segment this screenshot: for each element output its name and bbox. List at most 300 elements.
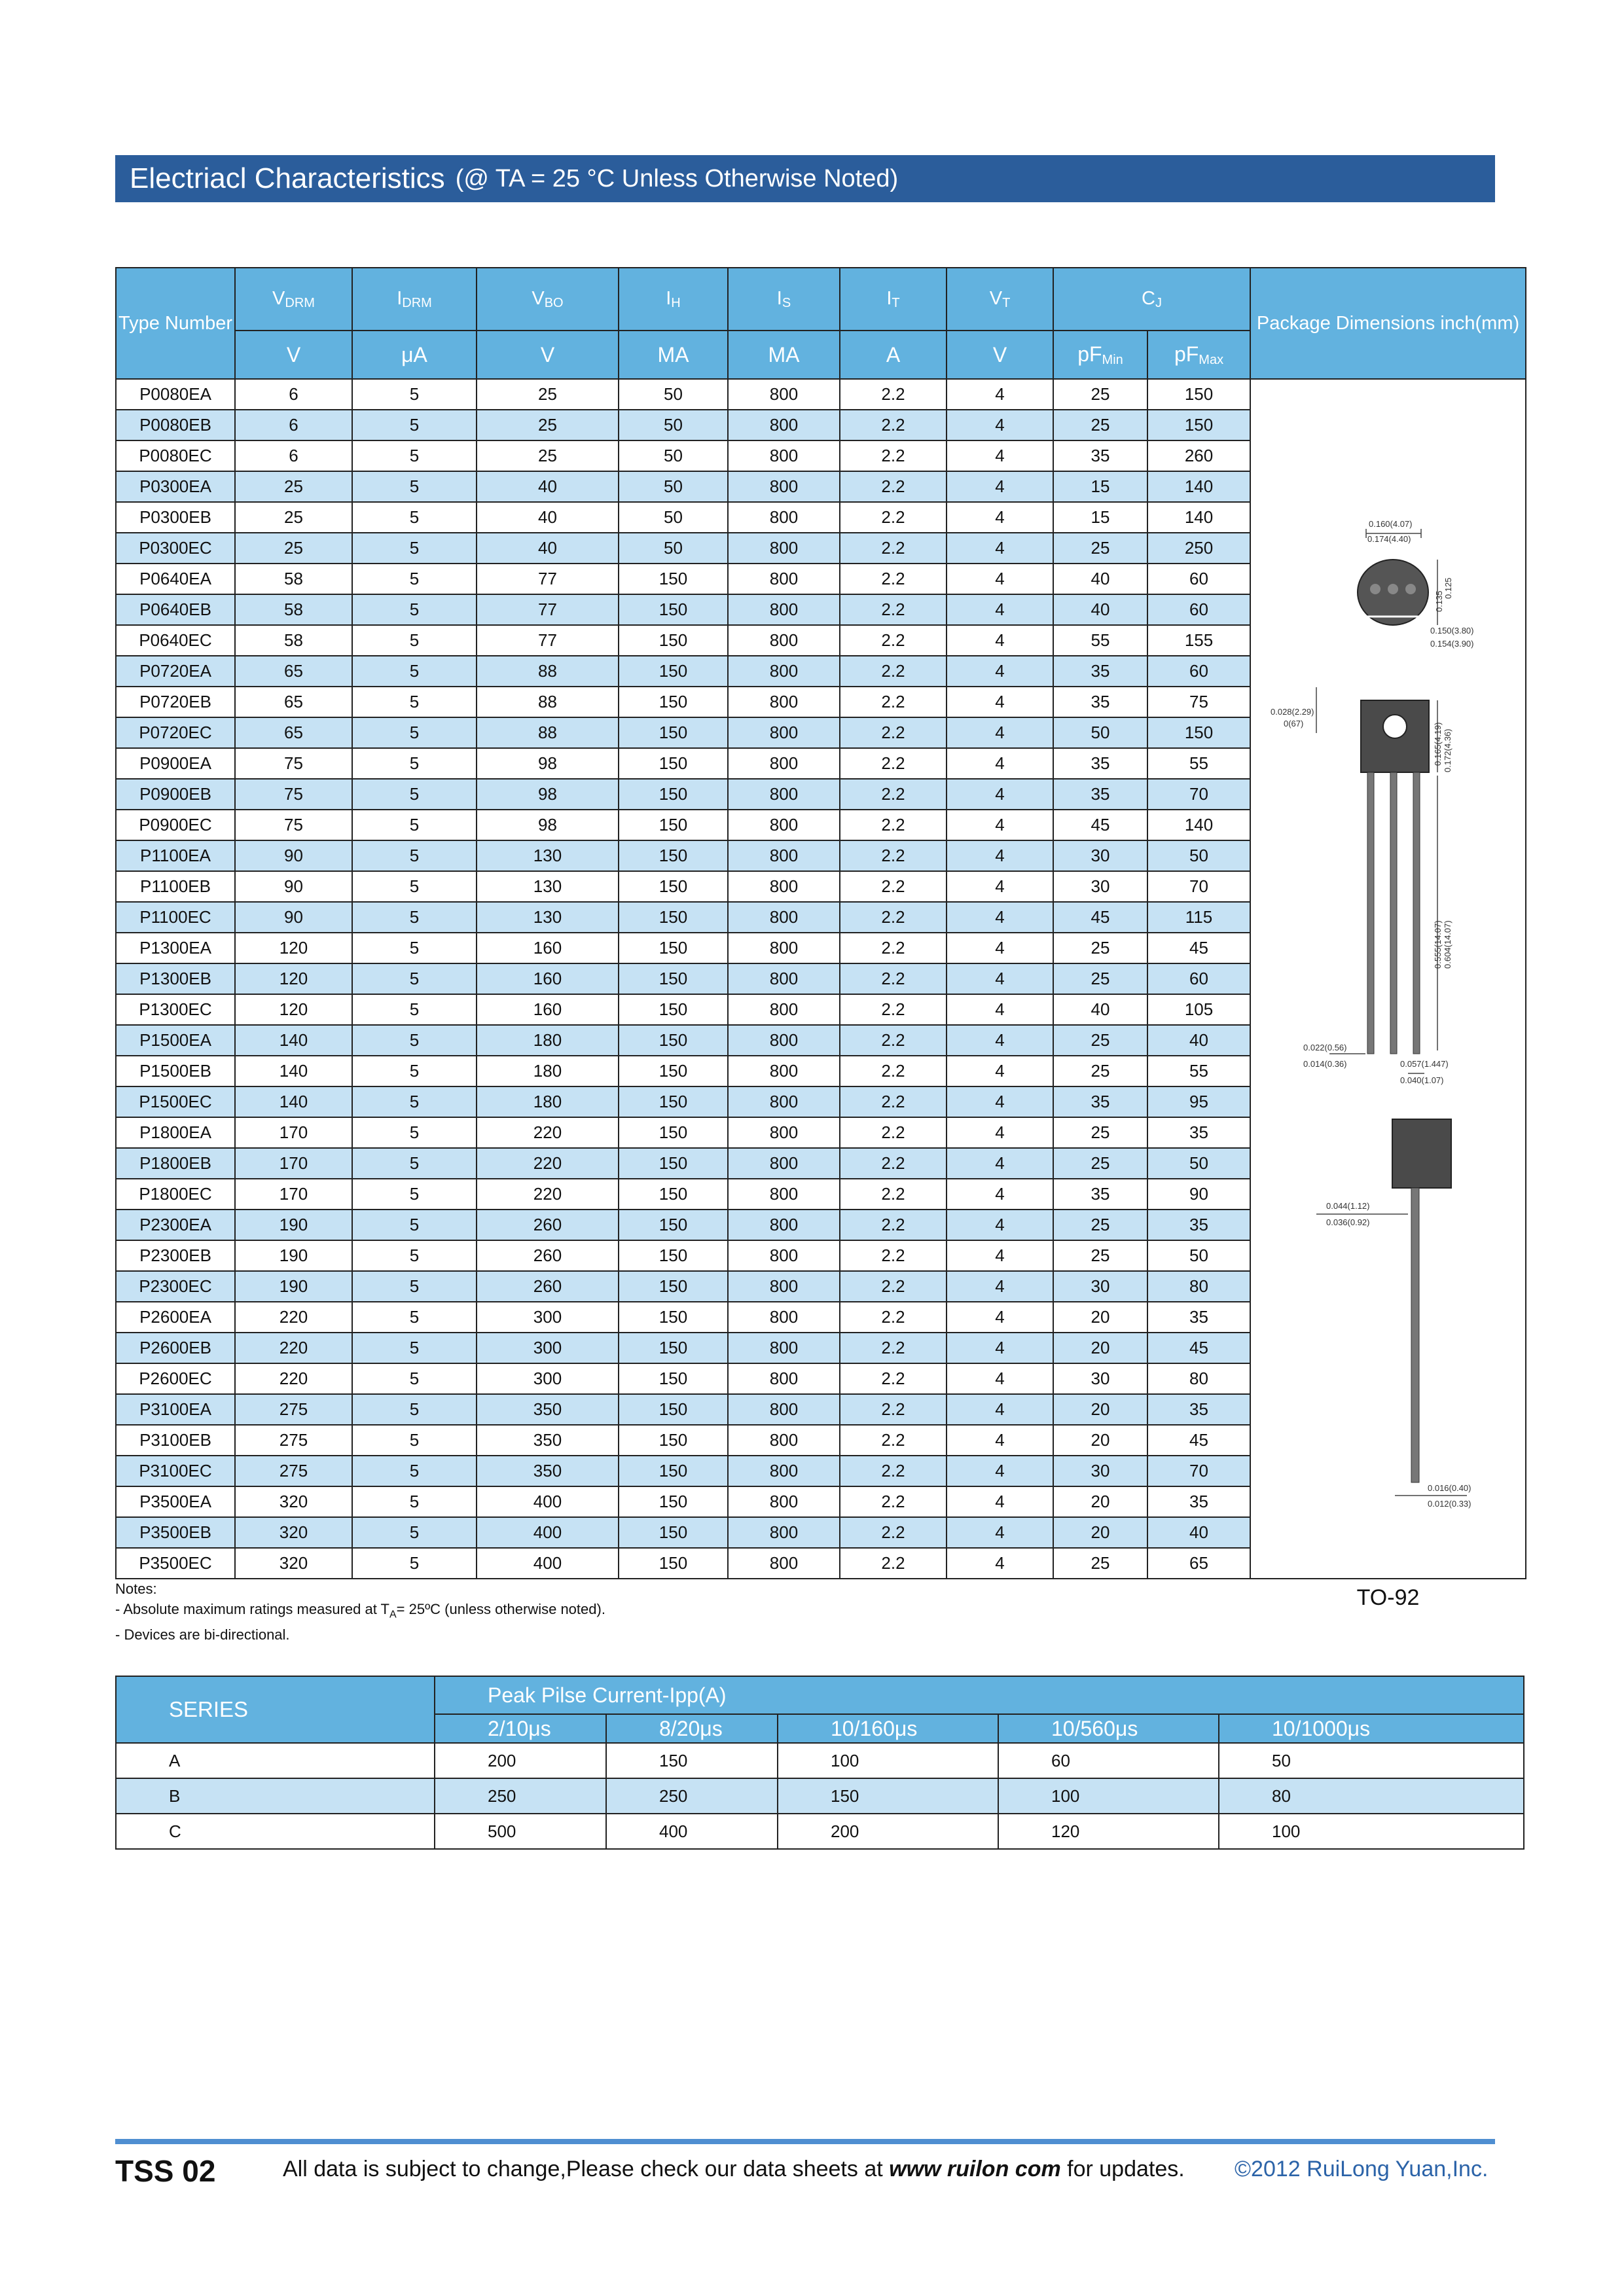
value-cell: 58 [235,594,352,625]
dim-label: 0.555(14.07) [1433,920,1443,969]
value-cell: 220 [235,1363,352,1394]
value-cell: 5 [352,717,477,748]
value-cell: 2.2 [840,933,947,963]
value-cell: 4 [947,933,1053,963]
value-cell: 2.2 [840,1486,947,1517]
param-header: $I_T$ [840,268,947,331]
value-cell: 800 [728,748,840,779]
value-cell: 5 [352,963,477,994]
peak-pulse-header: Peak Pilse Current-Ipp(A) [435,1676,1524,1714]
unit-header: $pF_{Max}$ [1147,331,1250,379]
value-cell: 5 [352,564,477,594]
value-cell: 30 [1053,871,1147,902]
value-cell: 2.2 [840,410,947,440]
value-cell: 150 [619,625,728,656]
value-cell: 6 [235,379,352,410]
section-title: Electriacl Characteristics [130,162,445,194]
value-cell: 25 [477,440,619,471]
type-number-cell: P0900EA [116,748,235,779]
waveform-header: 8/20μs [606,1714,778,1743]
value-cell: 25 [1053,410,1147,440]
value-cell: 4 [947,1086,1053,1117]
value-cell: 88 [477,717,619,748]
value-cell: 90 [1147,1179,1250,1210]
value-cell: 275 [235,1456,352,1486]
value-cell: 350 [477,1456,619,1486]
current-cell: 80 [1219,1778,1524,1814]
value-cell: 150 [619,1486,728,1517]
dim-label: 0.154(3.90) [1430,639,1474,649]
value-cell: 150 [619,1117,728,1148]
value-cell: 150 [619,963,728,994]
value-cell: 5 [352,656,477,687]
param-header: $I_H$ [619,268,728,331]
value-cell: 2.2 [840,594,947,625]
value-cell: 2.2 [840,1271,947,1302]
value-cell: 190 [235,1210,352,1240]
value-cell: 800 [728,779,840,810]
value-cell: 800 [728,440,840,471]
current-cell: 200 [778,1814,998,1849]
type-number-cell: P0720EC [116,717,235,748]
value-cell: 800 [728,1271,840,1302]
current-cell: 100 [778,1743,998,1778]
value-cell: 58 [235,625,352,656]
value-cell: 170 [235,1179,352,1210]
value-cell: 4 [947,656,1053,687]
value-cell: 35 [1053,687,1147,717]
value-cell: 800 [728,687,840,717]
value-cell: 4 [947,840,1053,871]
value-cell: 60 [1147,963,1250,994]
value-cell: 5 [352,594,477,625]
value-cell: 2.2 [840,871,947,902]
value-cell: 150 [619,1394,728,1425]
unit-header: $pF_{Min}$ [1053,331,1147,379]
series-row [116,1814,1524,1849]
value-cell: 130 [477,871,619,902]
unit-header: V [947,331,1053,379]
value-cell: 5 [352,1333,477,1363]
value-cell: 40 [477,502,619,533]
param-header: $V_{BO}$ [477,268,619,331]
value-cell: 120 [235,963,352,994]
value-cell: 2.2 [840,1117,947,1148]
value-cell: 4 [947,440,1053,471]
value-cell: 30 [1053,840,1147,871]
value-cell: 5 [352,1302,477,1333]
value-cell: 220 [477,1148,619,1179]
value-cell: 220 [235,1333,352,1363]
value-cell: 140 [235,1086,352,1117]
series-cell: C [116,1814,435,1849]
value-cell: 50 [1053,717,1147,748]
peak-pulse-current-table [115,1676,1525,1850]
value-cell: 150 [619,1025,728,1056]
type-number-cell: P1300EA [116,933,235,963]
value-cell: 5 [352,779,477,810]
type-number-cell: P3100EA [116,1394,235,1425]
type-number-cell: P0300EA [116,471,235,502]
value-cell: 150 [619,1271,728,1302]
value-cell: 320 [235,1517,352,1548]
footer-rule [115,2139,1495,2144]
value-cell: 35 [1053,748,1147,779]
type-number-cell: P1500EA [116,1025,235,1056]
value-cell: 105 [1147,994,1250,1025]
current-cell: 50 [1219,1743,1524,1778]
value-cell: 180 [477,1025,619,1056]
type-number-cell: P0300EC [116,533,235,564]
value-cell: 150 [619,656,728,687]
value-cell: 140 [1147,471,1250,502]
value-cell: 800 [728,379,840,410]
current-cell: 150 [606,1743,778,1778]
value-cell: 2.2 [840,1240,947,1271]
type-number-cell: P1800EB [116,1148,235,1179]
value-cell: 75 [235,748,352,779]
value-cell: 220 [477,1179,619,1210]
value-cell: 800 [728,1240,840,1271]
series-header: SERIES [116,1676,435,1743]
value-cell: 6 [235,410,352,440]
value-cell: 4 [947,1425,1053,1456]
value-cell: 55 [1147,1056,1250,1086]
value-cell: 25 [1053,1240,1147,1271]
note-line: - Absolute maximum ratings measured at $T_A=$ 25ºC (unless otherwise noted). [115,1601,605,1621]
dim-label: 0.172(4.36) [1443,728,1453,772]
value-cell: 2.2 [840,1148,947,1179]
value-cell: 190 [235,1271,352,1302]
param-header: $I_{DRM}$ [352,268,477,331]
type-number-cell: P1100EC [116,902,235,933]
value-cell: 800 [728,1548,840,1579]
value-cell: 5 [352,410,477,440]
value-cell: 40 [1053,564,1147,594]
value-cell: 75 [235,779,352,810]
current-cell: 60 [998,1743,1219,1778]
value-cell: 4 [947,1025,1053,1056]
value-cell: 4 [947,748,1053,779]
value-cell: 150 [619,994,728,1025]
value-cell: 220 [235,1302,352,1333]
value-cell: 800 [728,1363,840,1394]
value-cell: 130 [477,902,619,933]
value-cell: 35 [1147,1486,1250,1517]
type-number-cell: P3100EB [116,1425,235,1456]
value-cell: 40 [1147,1517,1250,1548]
value-cell: 77 [477,564,619,594]
type-number-cell: P3500EA [116,1486,235,1517]
value-cell: 45 [1147,933,1250,963]
value-cell: 20 [1053,1486,1147,1517]
value-cell: 800 [728,594,840,625]
value-cell: 25 [1053,933,1147,963]
table-row [116,379,1526,410]
value-cell: 5 [352,1363,477,1394]
value-cell: 150 [619,933,728,963]
value-cell: 20 [1053,1517,1147,1548]
value-cell: 5 [352,902,477,933]
value-cell: 140 [1147,502,1250,533]
type-number-cell: P2600EA [116,1302,235,1333]
value-cell: 800 [728,1517,840,1548]
value-cell: 150 [1147,379,1250,410]
value-cell: 40 [1053,594,1147,625]
value-cell: 250 [1147,533,1250,564]
value-cell: 2.2 [840,502,947,533]
value-cell: 4 [947,1056,1053,1086]
value-cell: 2.2 [840,440,947,471]
value-cell: 45 [1147,1425,1250,1456]
value-cell: 2.2 [840,379,947,410]
value-cell: 150 [619,1363,728,1394]
value-cell: 150 [619,1548,728,1579]
value-cell: 5 [352,871,477,902]
current-cell: 500 [435,1814,606,1849]
current-cell: 150 [778,1778,998,1814]
value-cell: 2.2 [840,564,947,594]
value-cell: 150 [619,748,728,779]
value-cell: 2.2 [840,471,947,502]
value-cell: 90 [235,871,352,902]
series-cell: A [116,1743,435,1778]
type-number-cell: P1300EC [116,994,235,1025]
value-cell: 800 [728,1210,840,1240]
value-cell: 40 [477,471,619,502]
value-cell: 2.2 [840,1517,947,1548]
current-cell: 250 [606,1778,778,1814]
value-cell: 180 [477,1056,619,1086]
value-cell: 2.2 [840,1456,947,1486]
value-cell: 150 [619,1425,728,1456]
unit-header: μA [352,331,477,379]
value-cell: 800 [728,933,840,963]
value-cell: 75 [235,810,352,840]
value-cell: 35 [1147,1302,1250,1333]
value-cell: 260 [477,1240,619,1271]
value-cell: 220 [477,1117,619,1148]
value-cell: 180 [477,1086,619,1117]
value-cell: 50 [619,410,728,440]
value-cell: 150 [619,1148,728,1179]
value-cell: 4 [947,1210,1053,1240]
type-number-cell: P1800EC [116,1179,235,1210]
value-cell: 150 [619,1240,728,1271]
unit-header: MA [619,331,728,379]
value-cell: 400 [477,1548,619,1579]
value-cell: 30 [1053,1271,1147,1302]
current-cell: 200 [435,1743,606,1778]
to92-package-diagram [1251,380,1525,1610]
value-cell: 2.2 [840,963,947,994]
series-cell: B [116,1778,435,1814]
type-number-cell: P0300EB [116,502,235,533]
value-cell: 5 [352,748,477,779]
type-number-cell: P2600EC [116,1363,235,1394]
value-cell: 800 [728,564,840,594]
value-cell: 4 [947,687,1053,717]
type-number-cell: P0720EA [116,656,235,687]
value-cell: 55 [1147,748,1250,779]
value-cell: 60 [1147,564,1250,594]
notes [115,1579,605,1645]
value-cell: 35 [1053,656,1147,687]
current-cell: 400 [606,1814,778,1849]
value-cell: 350 [477,1394,619,1425]
value-cell: 65 [235,687,352,717]
value-cell: 5 [352,1056,477,1086]
value-cell: 25 [1053,379,1147,410]
series-header-row [116,1676,1524,1714]
value-cell: 50 [619,379,728,410]
value-cell: 260 [477,1210,619,1240]
type-number-cell: P1500EB [116,1056,235,1086]
dim-label: 0.165(4.19) [1433,722,1443,766]
value-cell: 260 [477,1271,619,1302]
value-cell: 40 [477,533,619,564]
value-cell: 5 [352,994,477,1025]
value-cell: 150 [1147,410,1250,440]
value-cell: 2.2 [840,717,947,748]
value-cell: 35 [1053,1179,1147,1210]
value-cell: 20 [1053,1394,1147,1425]
value-cell: 2.2 [840,1363,947,1394]
value-cell: 45 [1147,1333,1250,1363]
value-cell: 2.2 [840,1025,947,1056]
website-link[interactable]: www ruilon com [889,2157,1061,2181]
value-cell: 5 [352,1210,477,1240]
value-cell: 120 [235,933,352,963]
value-cell: 4 [947,1548,1053,1579]
value-cell: 75 [1147,687,1250,717]
value-cell: 800 [728,502,840,533]
to92-drawing [1251,380,1525,1556]
value-cell: 5 [352,1271,477,1302]
value-cell: 800 [728,1148,840,1179]
section-subtitle: (@ TA = 25 °C Unless Otherwise Noted) [455,164,899,192]
value-cell: 98 [477,748,619,779]
copyright: ©2012 RuiLong Yuan,Inc. [1235,2157,1489,2181]
value-cell: 160 [477,933,619,963]
type-number-cell: P3100EC [116,1456,235,1486]
value-cell: 150 [619,1086,728,1117]
value-cell: 300 [477,1333,619,1363]
dim-label: 0(67) [1284,719,1304,728]
value-cell: 4 [947,1271,1053,1302]
value-cell: 2.2 [840,1394,947,1425]
value-cell: 25 [477,379,619,410]
value-cell: 150 [619,687,728,717]
value-cell: 50 [619,533,728,564]
value-cell: 70 [1147,779,1250,810]
value-cell: 25 [235,471,352,502]
value-cell: 800 [728,1394,840,1425]
value-cell: 140 [1147,810,1250,840]
value-cell: 4 [947,533,1053,564]
value-cell: 320 [235,1486,352,1517]
param-header: $V_{DRM}$ [235,268,352,331]
type-number-header: Type Number [116,268,235,379]
value-cell: 2.2 [840,656,947,687]
value-cell: 800 [728,1025,840,1056]
value-cell: 30 [1053,1363,1147,1394]
header-row-symbols [116,268,1526,331]
value-cell: 65 [235,656,352,687]
value-cell: 115 [1147,902,1250,933]
value-cell: 80 [1147,1363,1250,1394]
package-dimensions-header: Package Dimensions inch(mm) [1250,268,1526,379]
value-cell: 150 [619,779,728,810]
series-row [116,1778,1524,1814]
value-cell: 50 [619,440,728,471]
dim-label: 0.150(3.80) [1430,626,1474,636]
value-cell: 150 [619,810,728,840]
value-cell: 88 [477,687,619,717]
type-number-cell: P2300EC [116,1271,235,1302]
value-cell: 60 [1147,656,1250,687]
value-cell: 35 [1053,779,1147,810]
value-cell: 2.2 [840,1333,947,1363]
type-number-cell: P0640EB [116,594,235,625]
value-cell: 35 [1147,1210,1250,1240]
value-cell: 160 [477,994,619,1025]
current-cell: 100 [1219,1814,1524,1849]
dim-label: 0.057(1.447) [1400,1059,1449,1069]
value-cell: 4 [947,871,1053,902]
value-cell: 2.2 [840,1056,947,1086]
value-cell: 800 [728,410,840,440]
value-cell: 2.2 [840,1548,947,1579]
value-cell: 77 [477,594,619,625]
value-cell: 170 [235,1148,352,1179]
value-cell: 50 [1147,1240,1250,1271]
value-cell: 77 [477,625,619,656]
value-cell: 4 [947,1333,1053,1363]
dim-label: 0.044(1.12) [1326,1201,1370,1211]
value-cell: 90 [235,902,352,933]
value-cell: 800 [728,1056,840,1086]
dim-label: 0.125 [1443,577,1454,599]
value-cell: 4 [947,1486,1053,1517]
value-cell: 5 [352,1517,477,1548]
value-cell: 400 [477,1517,619,1548]
type-number-cell: P1100EB [116,871,235,902]
value-cell: 90 [235,840,352,871]
value-cell: 5 [352,840,477,871]
waveform-header: 10/560μs [998,1714,1219,1743]
value-cell: 800 [728,533,840,564]
unit-header: MA [728,331,840,379]
value-cell: 55 [1053,625,1147,656]
dim-label: 0.036(0.92) [1326,1217,1370,1227]
value-cell: 150 [619,840,728,871]
value-cell: 2.2 [840,625,947,656]
value-cell: 160 [477,963,619,994]
value-cell: 800 [728,1302,840,1333]
waveform-header: 10/160μs [778,1714,998,1743]
value-cell: 5 [352,1117,477,1148]
value-cell: 4 [947,1363,1053,1394]
value-cell: 40 [1147,1025,1250,1056]
series-row [116,1743,1524,1778]
value-cell: 20 [1053,1425,1147,1456]
notes-title: Notes: [115,1581,157,1597]
value-cell: 300 [477,1302,619,1333]
value-cell: 4 [947,779,1053,810]
value-cell: 4 [947,564,1053,594]
value-cell: 150 [619,1333,728,1363]
